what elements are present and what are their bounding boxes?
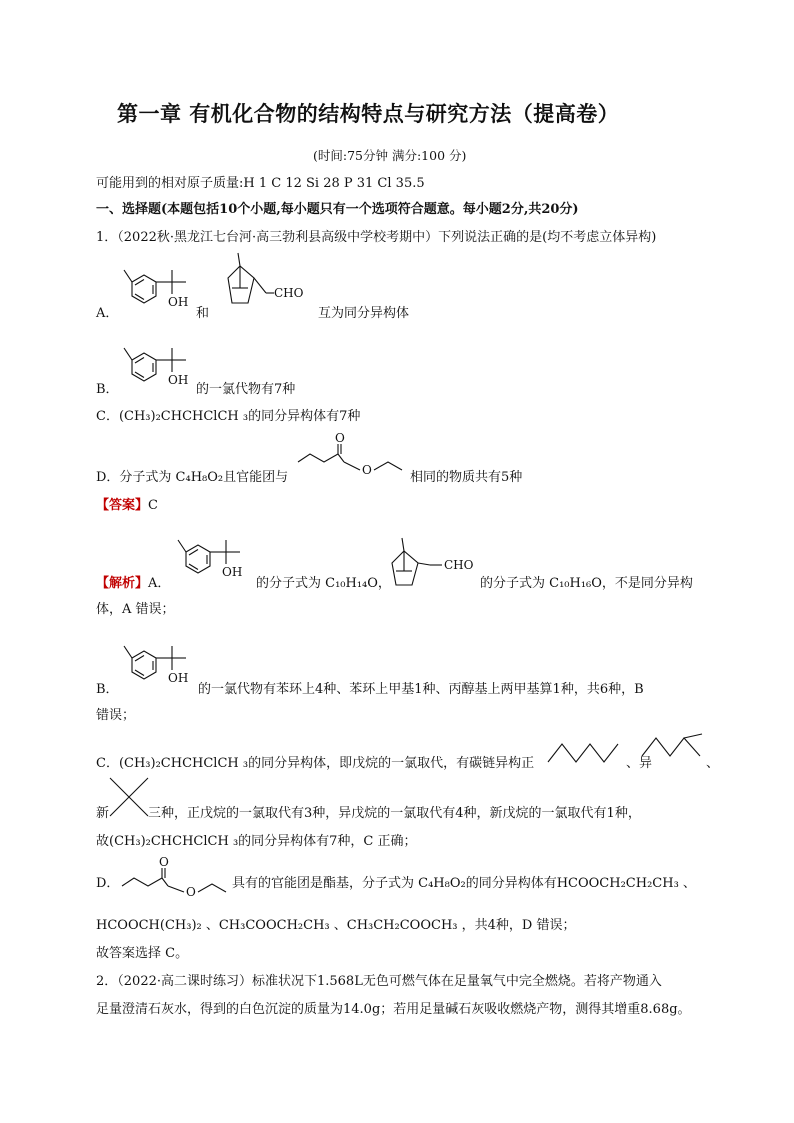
option-c: C．(CH₃)₂CHCHClCH ₃的同分异构体有7种 xyxy=(96,409,361,424)
option-a-text: 互为同分异构体 xyxy=(318,306,410,321)
analysis-c-sep: 、 xyxy=(706,756,720,771)
analysis-c-neo: 新 xyxy=(96,806,110,821)
structure-ester-d xyxy=(296,432,408,482)
analysis-tag: 【解析】 xyxy=(96,576,149,591)
question-2-line2: 足量澄清石灰水，得到的白色沉淀的质量为14.0g；若用足量碱石灰吸收燃烧产物，测得其增重8.68g。 xyxy=(96,1002,691,1017)
option-a-and: 和 xyxy=(196,306,210,321)
structure-aryl-alcohol-analysis-a xyxy=(172,520,252,580)
analysis-a-text1: 的分子式为 C₁₀H₁₄O， xyxy=(256,576,391,591)
analysis-c-iso: 、异 xyxy=(626,756,653,771)
analysis-d-line2: HCOOCH(CH₃)₂ 、CH₃COOCH₂CH₃ 、CH₃CH₂COOCH₃ ，共4种，D 错误； xyxy=(96,918,576,933)
oh-label: OH xyxy=(222,565,243,579)
structure-bicyclic-aldehyde-analysis xyxy=(378,535,478,595)
cho-label: CHO xyxy=(444,558,474,572)
question-2-line1: 2．（2022·高二课时练习）标准状况下1.568L无色可燃气体在足量氧气中完全燃烧。若将产物通入 xyxy=(96,974,662,989)
structure-n-pentane xyxy=(546,738,622,770)
analysis-c-line3: 故(CH₃)₂CHCHClCH ₃的同分异构体有7种，C 正确； xyxy=(96,834,417,849)
structure-neopentane xyxy=(108,776,152,820)
ester-o-label: O xyxy=(186,885,196,899)
question-1-stem: 1．（2022秋·黑龙江七台河·高三勃利县高级中学校考期中）下列说法正确的是(均不考虑立体异构) xyxy=(96,230,657,245)
page-title: 第一章 有机化合物的结构特点与研究方法（提高卷） xyxy=(117,101,620,126)
answer-line xyxy=(96,494,158,513)
option-d-prefix: D．分子式为 C₄H₈O₂且官能团与 xyxy=(96,470,289,485)
structure-aryl-alcohol-a xyxy=(118,250,198,310)
option-b-label: B． xyxy=(96,382,119,397)
analysis-d-label: D． xyxy=(96,876,120,891)
analysis-a-line2: 体，A 错误； xyxy=(96,602,175,617)
ester-o-label: O xyxy=(362,463,372,477)
section-heading: 一、选择题(本题包括10个小题,每小题只有一个选项符合题意。每小题2分,共20分) xyxy=(96,202,579,217)
analysis-c-text: C．(CH₃)₂CHCHClCH ₃的同分异构体，即戊烷的一氯取代，有碳链异构正 xyxy=(96,756,535,771)
carbonyl-o-label: O xyxy=(159,855,169,869)
structure-ester-analysis-d xyxy=(120,855,232,899)
conclusion: 故答案选择 C。 xyxy=(96,946,189,961)
structure-aryl-alcohol-analysis-b xyxy=(118,626,198,686)
structure-bicyclic-aldehyde-a xyxy=(208,248,308,318)
analysis-a-text2: 的分子式为 C₁₀H₁₆O，不是同分异构 xyxy=(480,576,693,591)
cho-label: CHO xyxy=(274,286,304,300)
oh-label: OH xyxy=(168,373,189,387)
analysis-b-label: B． xyxy=(96,682,119,697)
analysis-d-text: 具有的官能团是酯基，分子式为 C₄H₈O₂的同分异构体有HCOOCH₂CH₂CH₃ 、 xyxy=(232,876,696,891)
option-b-text: 的一氯代物有7种 xyxy=(196,382,296,397)
analysis-b-line2: 错误； xyxy=(96,708,136,723)
analysis-b-text: 的一氯代物有苯环上4种、苯环上甲基1种、丙醇基上两甲基算1种，共6种，B xyxy=(198,682,644,697)
option-d-suffix: 相同的物质共有5种 xyxy=(410,470,523,485)
answer-value: C xyxy=(148,498,158,513)
oh-label: OH xyxy=(168,671,189,685)
analysis-a-line xyxy=(96,572,170,591)
oh-label: OH xyxy=(168,295,189,309)
analysis-c-line2: 三种，正戊烷的一氯取代有3种，异戊烷的一氯取代有4种，新戊烷的一氯取代有1种， xyxy=(148,806,641,821)
answer-tag: 【答案】 xyxy=(96,498,149,513)
exam-info: (时间:75分钟 满分:100 分) xyxy=(313,148,467,163)
analysis-a-label: A． xyxy=(148,576,171,591)
option-a-label: A． xyxy=(96,306,119,321)
carbonyl-o-label: O xyxy=(335,431,345,445)
atomic-masses: 可能用到的相对原子质量:H 1 C 12 Si 28 P 31 Cl 35.5 xyxy=(96,176,425,191)
structure-aryl-alcohol-b xyxy=(118,328,198,388)
